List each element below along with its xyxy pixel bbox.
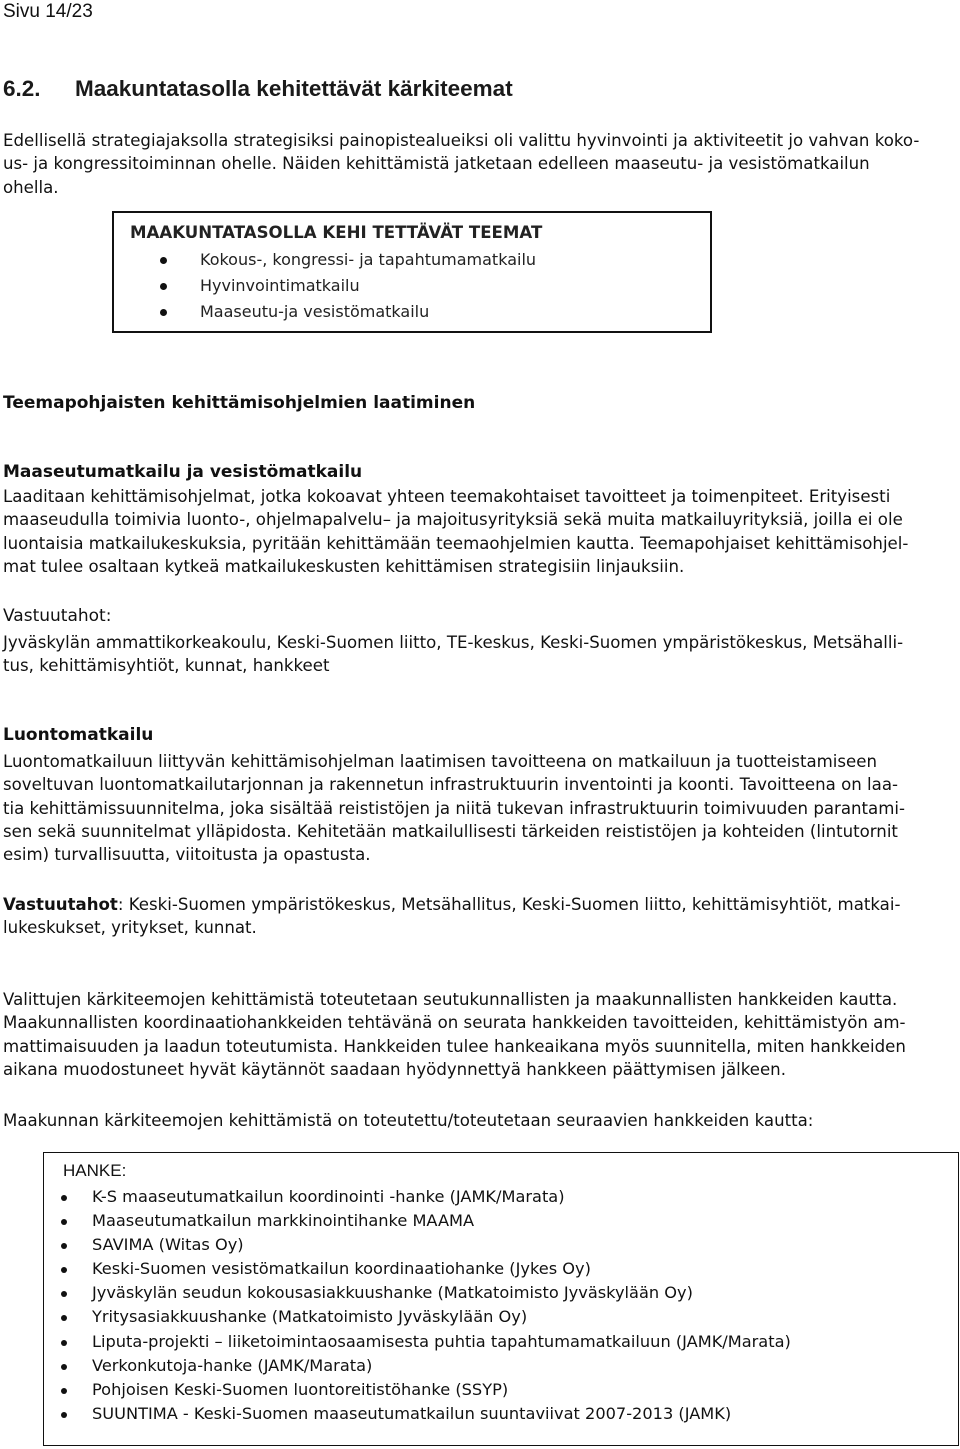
nature-heading: Luontomatkailu — [3, 725, 154, 745]
project-item: Liputa-projekti – liiketoimintaosaamisesta puhtia tapahtumamatkailuun (JAMK/Marata) — [56, 1330, 791, 1354]
project-item: SAVIMA (Witas Oy) — [56, 1233, 791, 1257]
rural-line: mat tulee osaltaan kytkeä matkailukeskusten kehittämisen strategisiin linjauksiin. — [3, 556, 685, 576]
section-heading — [3, 76, 513, 102]
selected-line: aikana muodostuneet hyvät käytännöt saadaan hyödynnettyä hankkeen päättymisen jälkeen. — [3, 1059, 786, 1079]
rural-responsible-line: tus, kehittämisyhtiöt, kunnat, hankkeet — [3, 656, 330, 676]
themes-box-title: MAAKUNTATASOLLA KEHI TETTÄVÄT TEEMAT — [130, 223, 543, 242]
rural-line: Laaditaan kehittämisohjelmat, jotka kokoavat yhteen teemakohtaiset tavoitteet ja toimenpiteet. Erityisesti — [3, 487, 891, 506]
themes-box — [112, 211, 712, 333]
theme-item: Maaseutu-ja vesistömatkailu — [158, 299, 536, 325]
rural-heading: Maaseutumatkailu ja vesistömatkailu — [3, 462, 363, 482]
rural-responsible — [3, 631, 940, 678]
theme-item: Kokous-, kongressi- ja tapahtumamatkailu — [158, 247, 536, 273]
intro-paragraph — [3, 129, 940, 199]
project-item: Pohjoisen Keski-Suomen luontoreitistöhanke (SSYP) — [56, 1378, 791, 1402]
project-item: Jyväskylän seudun kokousasiakkuushanke (Matkatoimisto Jyväskylään Oy) — [56, 1281, 791, 1305]
themes-list — [158, 247, 536, 325]
rural-responsible-line: Jyväskylän ammattikorkeakoulu, Keski-Suomen liitto, TE-keskus, Keski-Suomen ympäristökeskus, Metsähalli- — [3, 633, 904, 652]
intro-line: ohella. — [3, 177, 59, 197]
projects-intro-line: Maakunnan kärkiteemojen kehittämistä on toteutettu/toteutetaan seuraavien hankkeiden kautta: — [3, 1111, 814, 1130]
intro-line: Edellisellä strategiajaksolla strategisiksi painopistealueiksi oli valittu hyvinvointi ja aktiviteetit jo vahvan koko- — [3, 131, 920, 150]
project-item: Verkonkutoja-hanke (JAMK/Marata) — [56, 1354, 791, 1378]
project-item: Keski-Suomen vesistömatkailun koordinaatiohanke (Jykes Oy) — [56, 1257, 791, 1281]
section-number: 6.2. — [3, 76, 41, 101]
intro-line: us- ja kongressitoiminnan ohelle. Näiden kehittämistä jatketaan edelleen maaseutu- ja vesistömatkailun — [3, 154, 870, 174]
project-item: Yritysasiakkuushanke (Matkatoimisto Jyväskylään Oy) — [56, 1305, 791, 1329]
programs-heading: Teemapohjaisten kehittämisohjelmien laatiminen — [3, 393, 476, 413]
nature-responsible-text: : Keski-Suomen ympäristökeskus, Metsähallitus, Keski-Suomen liitto, kehittämisyhtiöt, matkai- — [117, 895, 901, 914]
project-item: Maaseutumatkailun markkinointihanke MAAMA — [56, 1209, 791, 1233]
nature-responsible-line: lukeskukset, yritykset, kunnat. — [3, 918, 257, 938]
section-title: Maakuntatasolla kehitettävät kärkiteemat — [75, 76, 513, 101]
rural-line: maaseudulla toimivia luonto-, ohjelmapalvelu– ja majoitusyrityksiä sekä muita matkailuyrityksiä, joilla ei ole — [3, 510, 903, 530]
projects-box-title: HANKE: — [63, 1161, 127, 1180]
project-item: K-S maaseutumatkailun koordinointi -hanke (JAMK/Marata) — [56, 1185, 791, 1209]
projects-list — [56, 1185, 791, 1426]
projects-box — [43, 1152, 959, 1446]
rural-line: luontaisia matkailukeskuksia, pyritään kehittämään teemaohjelmien kautta. Teemapohjaiset kehittämisohjel- — [3, 533, 909, 553]
nature-paragraph — [3, 750, 940, 866]
project-item: SUUNTIMA - Keski-Suomen maaseutumatkailun suuntaviivat 2007-2013 (JAMK) — [56, 1402, 791, 1426]
nature-line: soveltuvan luontomatkailutarjonnan ja rakennetun infrastruktuurin inventointi ja koonti. Tavoitteena on laa- — [3, 775, 898, 795]
theme-item: Hyvinvointimatkailu — [158, 273, 536, 299]
nature-responsible — [3, 893, 940, 940]
nature-responsible-label: Vastuutahot — [3, 895, 118, 914]
nature-line: esim) turvallisuutta, viitoitusta ja opastusta. — [3, 845, 371, 865]
selected-line: Valittujen kärkiteemojen kehittämistä toteutetaan seutukunnallisten ja maakunnallisten hankkeiden kautta. — [3, 990, 898, 1009]
page-number: Sivu 14/23 — [3, 1, 93, 22]
nature-line: Luontomatkailuun liittyvän kehittämisohjelman laatimisen tavoitteena on matkailuun ja tuotteistamiseen — [3, 752, 877, 771]
selected-line: Maakunnallisten koordinaatiohankkeiden tehtävänä on seurata hankkeiden tavoitteiden, kehittämistyön am- — [3, 1013, 906, 1033]
nature-line: tia kehittämissuunnitelma, joka sisältää reististöjen ja niitä tukevan infrastruktuurin toimivuuden parantami- — [3, 798, 905, 818]
rural-responsible-label: Vastuutahot: — [3, 606, 112, 626]
selected-themes-paragraph — [3, 988, 940, 1081]
selected-line: mattimaisuuden ja laadun toteutumista. Hankkeiden tulee hankeaikana myös suunnitella, miten hankkeiden — [3, 1036, 906, 1056]
nature-responsible-line — [3, 893, 940, 916]
nature-line: sen sekä suunnitelmat ylläpidosta. Kehitetään matkailullisesti tärkeiden reististöjen ja kohteiden (lintutornit — [3, 821, 898, 841]
rural-paragraph — [3, 485, 940, 578]
projects-intro — [3, 1109, 940, 1132]
